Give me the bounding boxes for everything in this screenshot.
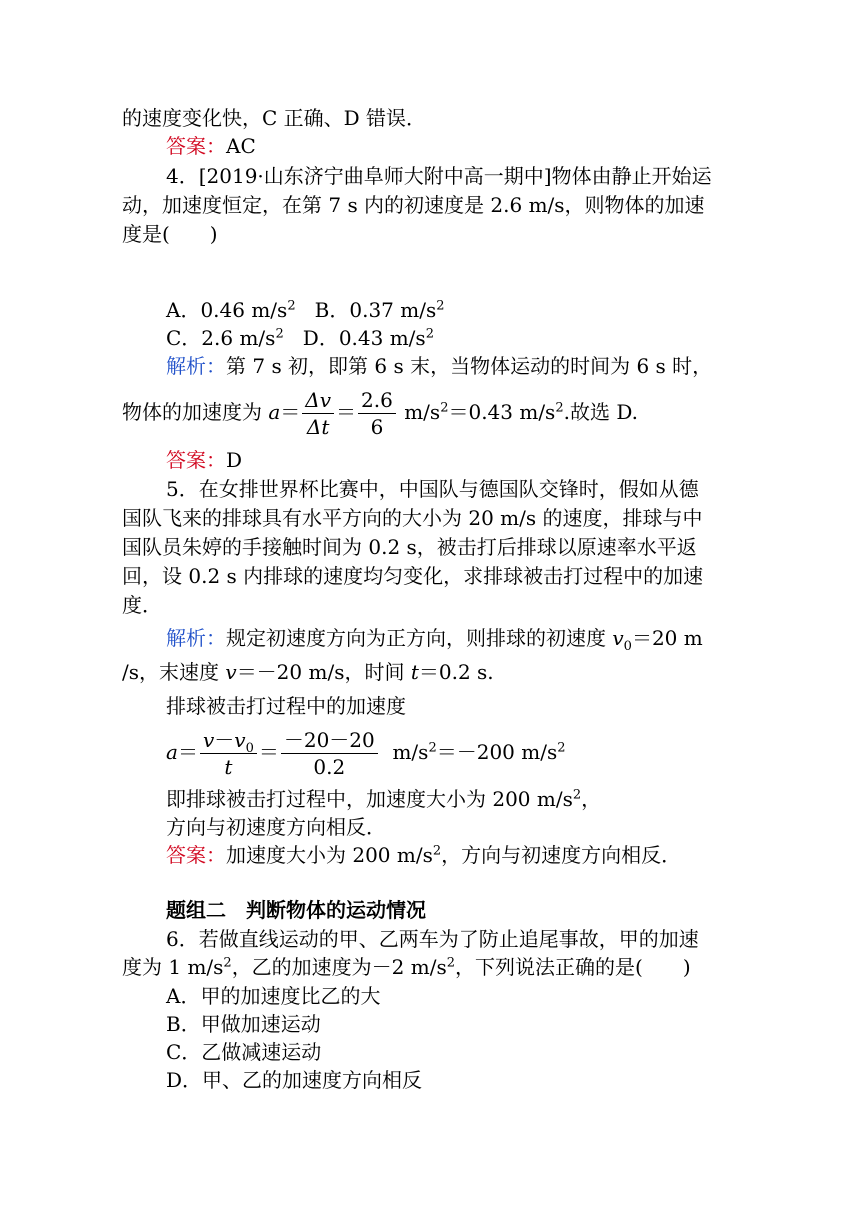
- solution-5-line-2: /s，末速度 v＝－20 m/s，时间 t＝0.2 s.: [122, 660, 494, 684]
- solution-5-line-3: 排球被击打过程中的加速度: [166, 694, 406, 718]
- option-b: B．甲做加速运动: [166, 1012, 321, 1036]
- answer-line: 答案：加速度大小为 200 $m/s^2$，方向与初速度方向相反．: [166, 843, 682, 867]
- fraction: $\frac{\Delta v}{\Delta t}$: [302, 387, 334, 440]
- solution-4-line-1: 解析：第 7 s 初，即第 6 s 末，当物体运动的时间为 6 s 时，: [166, 354, 713, 378]
- option-d: D．甲、乙的加速度方向相反: [166, 1068, 423, 1092]
- solution-5-line-5: 方向与初速度方向相反．: [166, 815, 386, 839]
- option-c: C．乙做减速运动: [166, 1040, 322, 1064]
- solution-5-line-4: 即排球被击打过程中，加速度大小为 200 $m/s^2$，: [166, 787, 602, 811]
- fraction: $\frac{2.6}{6}$: [358, 387, 396, 440]
- answer-line: 答案：AC: [166, 134, 256, 158]
- solution-label: 解析：: [166, 626, 226, 650]
- question-5-line-4: 回，设 0.2 s 内排球的速度均匀变化，求排球被击打过程中的加速: [122, 564, 704, 588]
- solution-5-line-1: 解析：规定初速度方向为正方向，则排球的初速度 $v_0=20$ m: [166, 626, 703, 654]
- question-4-options-cd: C．2.6 $m/s^2$ D．0.43 $m/s^2$: [166, 326, 434, 350]
- text-line: 的速度变化快，C 正确、D 错误．: [122, 106, 427, 130]
- solution-4-formula: 物体的加速度为 a＝ $\frac{\Delta v}{\Delta t}$ ＝ $\frac{2.6}{6}$ $m/s^2=0.43$ $m/s^2$.故选 D.: [122, 388, 639, 439]
- question-6-line-2: 度为 1 $m/s^2$，乙的加速度为－2 $m/s^2$，下列说法正确的是( ): [122, 955, 691, 979]
- section-heading: 题组二 判断物体的运动情况: [166, 898, 426, 922]
- question-4-options-ab: A．0.46 $m/s^2$ B．0.37 $m/s^2$: [166, 298, 445, 322]
- question-4-line-3: 度是( ): [122, 222, 218, 246]
- fraction: $\frac{v-v_0}{t}$: [200, 727, 257, 780]
- question-4-line-2: 动，加速度恒定，在第 7 s 内的初速度是 2.6 m/s，则物体的加速: [122, 193, 705, 217]
- answer-label: 答案：: [166, 843, 226, 867]
- question-5-line-5: 度．: [122, 593, 162, 617]
- question-6-line-1: 6．若做直线运动的甲、乙两车为了防止追尾事故，甲的加速: [166, 927, 699, 951]
- question-4-line-1: 4．[2019·山东济宁曲阜师大附中高一期中]物体由静止开始运: [166, 164, 712, 188]
- answer-label: 答案：: [166, 448, 226, 472]
- question-5-line-2: 国队飞来的排球具有水平方向的大小为 20 m/s 的速度，排球与中: [122, 506, 703, 530]
- question-5-line-3: 国队员朱婷的手接触时间为 0.2 s，被击打后排球以原速率水平返: [122, 535, 697, 559]
- answer-label: 答案：: [166, 134, 226, 158]
- option-a: A．甲的加速度比乙的大: [166, 984, 381, 1008]
- question-5-line-1: 5．在女排世界杯比赛中，中国队与德国队交锋时，假如从德: [166, 477, 699, 501]
- solution-label: 解析：: [166, 354, 226, 378]
- answer-line: 答案：D: [166, 448, 243, 472]
- fraction: $\frac{-20-20}{0.2}$: [281, 727, 378, 780]
- solution-5-formula: a＝ $\frac{v-v_0}{t}$ ＝ $\frac{-20-20}{0.2}$ $m/s^2=-200$ $m/s^2$: [166, 728, 566, 779]
